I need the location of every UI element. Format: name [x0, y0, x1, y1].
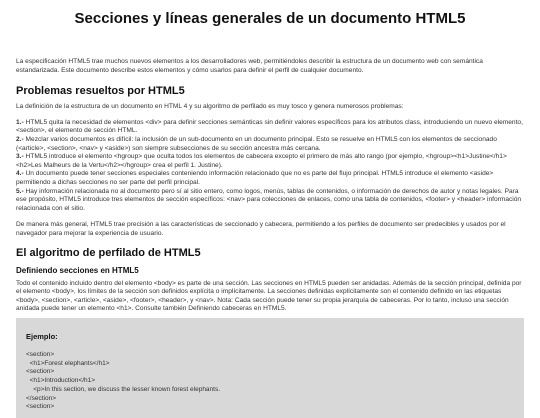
code-line: <section>	[26, 403, 55, 411]
code-block	[26, 351, 220, 412]
algorithm-heading: El algoritmo de perfilado de HTML5	[16, 246, 201, 259]
problems-list	[16, 119, 524, 214]
sections-paragraph: Todo el contenido incluido dentro del elemento <body> es parte de una sección. Las secciones en HTML5 pueden ser anidadas. Además de la sección principal, definida por el elemento <body>, los límites de la sección son definidos explícita o implícitamente. La secciones definidas explícitamente son el contenido definido en las etiquetas <body>, <section>, <article>, <aside>, <footer>, <header>, y <nav>. Nota: Cada sección puede tener su propia jerarquía de cabeceras. Por lo tanto, incluso una sección anidada puede tener un elemento <h1>. Consulte también Definiendo cabeceras en HTML5.	[16, 279, 522, 313]
list-item	[16, 119, 524, 136]
code-line: <h1>Forest elephants</h1>	[26, 359, 110, 367]
list-item	[16, 153, 524, 170]
example-box	[16, 318, 524, 418]
problems-closing: De manera más general, HTML5 trae precisión a las características de seccionado y cabecera, permitiendo a los perfiles de documento ser predecibles y usados por el navegador para mejorar la experiencia de usuario.	[16, 221, 506, 237]
sections-subheading: Definiendo secciones en HTML5	[16, 265, 139, 275]
problems-heading: Problemas resueltos por HTML5	[16, 85, 185, 98]
item-number: 3.-	[16, 153, 24, 161]
item-text: Mezclar varios documentos es difícil: la inclusión de un sub-documento en un documento principal. Esto se resuelve en HTML5 con los elementos de seccionado (<article>, <section>, <nav> y <aside>) son siempre subsecciones de su sección ancestra más cercana.	[16, 135, 497, 152]
example-title: Ejemplo:	[26, 332, 58, 341]
code-line: <p>In this section, we discuss the lesser known forest elephants.	[26, 385, 221, 393]
page-title: Secciones y líneas generales de un documento HTML5	[74, 10, 466, 27]
code-line: <section>	[26, 351, 55, 358]
item-number: 1.-	[16, 118, 24, 126]
item-text: HTML5 introduce el elemento <hgroup> que oculta todos los elementos de cabecera excepto el primero de más alto rango (por ejemplo, <hgroup><h1>Justine</h1><h2>Les Malheurs de la Vertu</h2></hgroup> crea el perfil 1. Justine).	[16, 153, 507, 169]
document-body	[16, 58, 524, 314]
item-number: 4.-	[16, 170, 24, 178]
problems-lead: La definición de la estructura de un documento en HTML 4 y su algoritmo de perfilado es muy tosco y genera numerosos problemas:	[16, 103, 404, 111]
intro-paragraph: La especificación HTML5 trae muchos nuevos elementos a los desarrolladores web, permitiéndoles describir la estructura de un documento web con semántica estandarizada. Este documento describe estos elementos y cómo usarlos para definir el perfil de cualquier documento.	[16, 58, 483, 74]
list-item	[16, 136, 524, 153]
item-text: Hay información relacionada no al documento pero sí al sitio entero, como logos, menús, tablas de contenidos, o información de derechos de autor y notas legales. Para ese propósito, HTML5 introduce tres elementos de sección específicos: <nav> para colecciones de enlaces, como una tabla de contenidos, <footer> y <header> información relacionada con el sitio.	[16, 187, 522, 212]
list-item	[16, 170, 524, 187]
list-item	[16, 188, 524, 214]
item-number: 2.-	[16, 135, 24, 143]
code-line: <section>	[26, 368, 55, 376]
item-text: HTML5 quita la necesidad de elementos <div> para definir secciones semánticas sin definir valores específicos para los atributos class, introduciendo un nuevo elemento, <section>, el elemento de sección HTML.	[16, 118, 523, 135]
item-number: 5.-	[16, 187, 24, 195]
code-line: <h1>Introduction</h1>	[26, 377, 96, 385]
item-text: Un documento puede tener secciones especiales conteniendo información relacionado que no es parte del flujo principal. HTML5 introduce el elemento <aside> permitiendo a dichas secciones no ser parte del perfil principal.	[16, 170, 494, 186]
code-line: </section>	[26, 394, 56, 402]
